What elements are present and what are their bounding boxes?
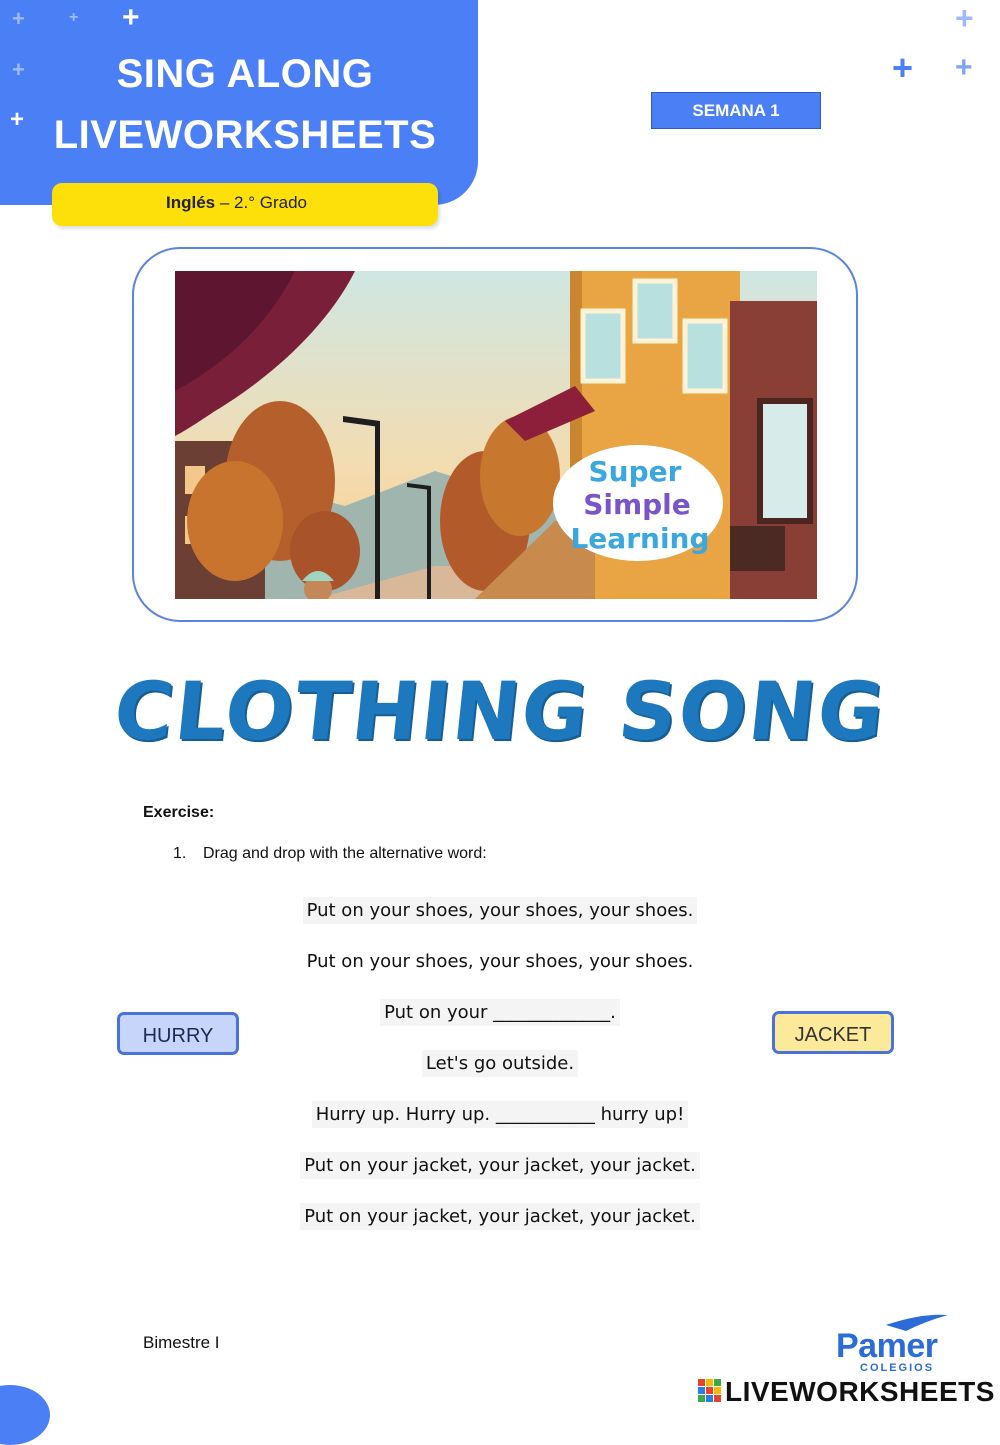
lyric-text: Hurry up. Hurry up. ___________ hurry up! — [312, 1101, 689, 1128]
grade-label — [166, 193, 307, 213]
grade-level: – 2.° Grado — [215, 193, 307, 212]
week-badge: SEMANA 1 — [651, 92, 821, 129]
lyric-line — [0, 1155, 1000, 1176]
header-title-line2: LIVEWORKSHEETS — [53, 113, 437, 157]
lyric-text: Put on your shoes, your shoes, your shoes. — [303, 897, 698, 924]
exercise-label: Exercise: — [143, 804, 215, 821]
brand-line3: Learning — [570, 522, 710, 555]
drag-option-jacket[interactable]: JACKET — [772, 1011, 894, 1054]
lyric-text: Put on your jacket, your jacket, your jacket. — [300, 1152, 700, 1179]
lyric-text: Let's go outside. — [422, 1050, 578, 1077]
school-logo-sub: COLEGIOS — [860, 1362, 935, 1374]
song-title: CLOTHING SONG — [109, 665, 891, 758]
lyric-line-blank-2[interactable] — [0, 1104, 1000, 1125]
lyric-text: Put on your _____________. — [380, 999, 620, 1026]
subject-label: Inglés — [166, 193, 216, 212]
plus-icon: + — [955, 51, 973, 84]
lyric-line — [0, 1206, 1000, 1227]
lyric-line — [0, 900, 1000, 921]
liveworksheets-text: LIVEWORKSHEETS — [725, 1376, 995, 1407]
video-thumbnail[interactable] — [175, 271, 817, 599]
brand-line1: Super — [588, 455, 682, 488]
plus-icon: + — [122, 1, 140, 34]
term-label: Bimestre I — [143, 1333, 220, 1352]
drag-option-hurry[interactable]: HURRY — [117, 1012, 239, 1055]
exercise-instruction — [173, 845, 487, 863]
liveworksheets-grid-icon — [698, 1379, 722, 1407]
plus-icon: + — [10, 106, 25, 133]
plus-icon: + — [12, 6, 25, 31]
plus-icon: + — [69, 9, 79, 26]
lyric-text: Put on your jacket, your jacket, your jacket. — [300, 1203, 700, 1230]
corner-decoration — [0, 1385, 50, 1445]
plus-icon: + — [955, 0, 974, 36]
street-scene-illustration — [175, 271, 817, 599]
brand-line2: Simple — [583, 488, 691, 521]
lyric-line — [0, 951, 1000, 972]
school-logo-name: Pamer — [836, 1327, 938, 1365]
lyric-text: Put on your shoes, your shoes, your shoes. — [306, 951, 694, 972]
instruction-text: Drag and drop with the alternative word: — [203, 845, 487, 862]
header-panel — [0, 0, 478, 205]
header-title-line1: SING ALONG — [116, 52, 374, 96]
instruction-number: 1. — [173, 845, 187, 862]
plus-icon: + — [892, 47, 914, 88]
plus-icon: + — [12, 57, 25, 82]
